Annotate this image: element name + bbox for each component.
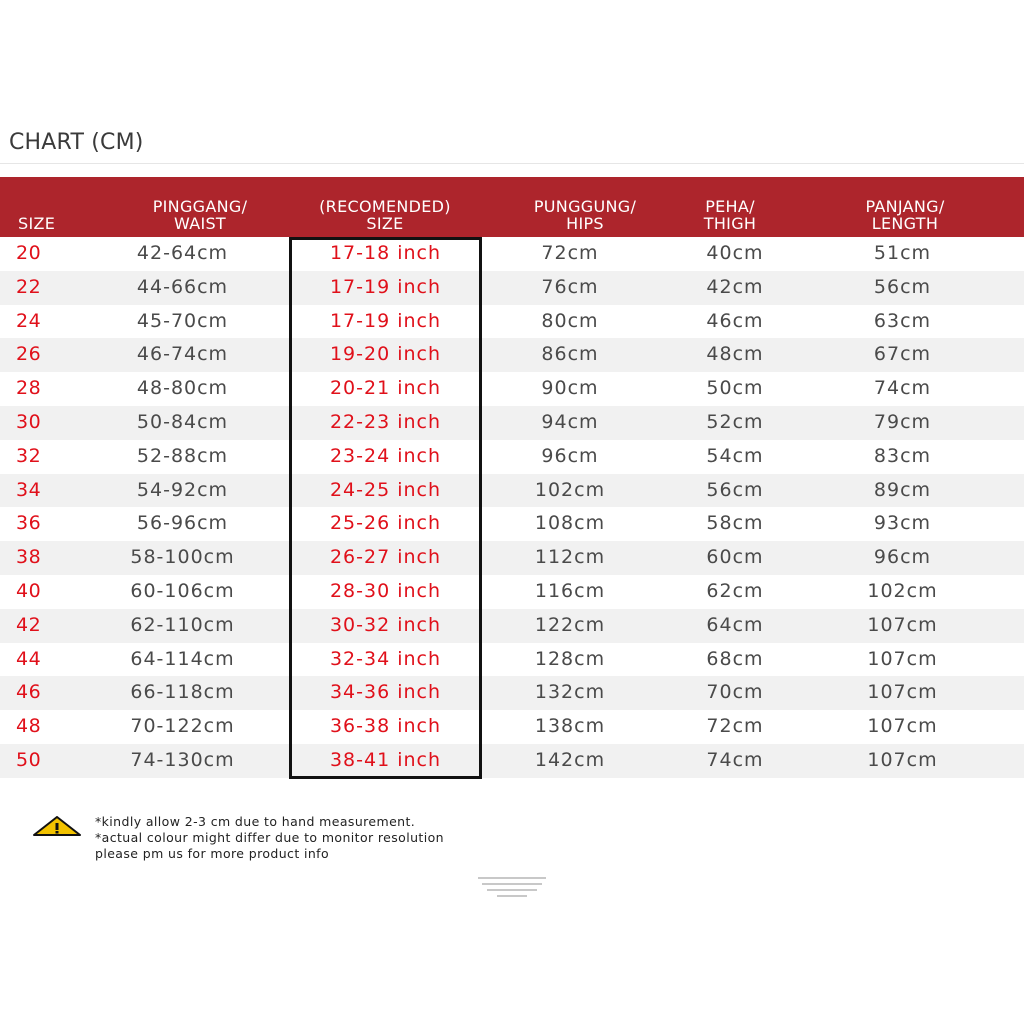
cell-hips: 112cm — [534, 546, 606, 569]
cell-rec: 32-34 inch — [329, 647, 442, 670]
header-recommended-size: (RECOMENDED) SIZE — [319, 197, 451, 233]
cell-size: 42 — [16, 613, 42, 636]
cell-length: 107cm — [867, 681, 938, 704]
cell-size: 36 — [16, 512, 42, 535]
cell-length: 79cm — [873, 410, 932, 433]
cell-thigh: 56cm — [706, 478, 764, 501]
cell-length: 63cm — [873, 309, 932, 332]
cell-thigh: 46cm — [706, 309, 764, 332]
cell-length: 93cm — [873, 512, 932, 535]
cell-length: 74cm — [873, 377, 932, 400]
cell-waist: 58-100cm — [130, 546, 235, 569]
cell-rec: 38-41 inch — [329, 748, 442, 771]
cell-rec: 19-20 inch — [329, 343, 442, 366]
cell-size: 20 — [16, 242, 42, 264]
note-line: *kindly allow 2-3 cm due to hand measurement. — [95, 814, 416, 829]
cell-size: 22 — [16, 275, 42, 298]
table-row — [0, 676, 1024, 710]
cell-rec: 26-27 inch — [329, 546, 442, 569]
cell-thigh: 52cm — [706, 410, 764, 433]
header-waist: PINGGANG/ WAIST — [152, 197, 248, 233]
cell-size: 46 — [16, 681, 42, 704]
cell-rec: 17-18 inch — [329, 242, 442, 264]
cell-rec: 17-19 inch — [329, 309, 442, 332]
header-length: PANJANG/ LENGTH — [865, 197, 945, 233]
cell-hips: 138cm — [534, 715, 606, 738]
table-row — [0, 237, 1024, 271]
size-table-body — [0, 237, 1024, 778]
cell-thigh: 74cm — [706, 748, 764, 771]
cell-hips: 128cm — [534, 647, 606, 670]
title-divider — [0, 163, 1024, 164]
cell-size: 40 — [16, 579, 42, 602]
cell-waist: 52-88cm — [136, 444, 229, 467]
cell-waist: 44-66cm — [136, 275, 229, 298]
cell-length: 67cm — [873, 343, 932, 366]
cell-waist: 46-74cm — [136, 343, 229, 366]
cell-length: 107cm — [867, 613, 938, 636]
table-row — [0, 643, 1024, 677]
cell-hips: 108cm — [534, 512, 606, 535]
warning-triangle-icon — [32, 816, 82, 836]
cell-thigh: 62cm — [706, 579, 764, 602]
cell-hips: 116cm — [534, 579, 606, 602]
cell-waist: 62-110cm — [130, 613, 235, 636]
cell-length: 56cm — [873, 275, 932, 298]
page-title: CHART (CM) — [9, 130, 144, 155]
cell-hips: 94cm — [541, 410, 599, 433]
cell-length: 96cm — [873, 546, 932, 569]
note-line: *actual colour might differ due to monitor resolution — [95, 830, 444, 845]
table-row — [0, 271, 1024, 305]
cell-waist: 48-80cm — [136, 377, 229, 400]
cell-thigh: 42cm — [706, 275, 764, 298]
cell-hips: 122cm — [534, 613, 606, 636]
cell-rec: 34-36 inch — [329, 681, 442, 704]
table-row — [0, 744, 1024, 778]
cell-waist: 74-130cm — [130, 748, 235, 771]
cell-rec: 30-32 inch — [329, 613, 442, 636]
cell-size: 24 — [16, 309, 42, 332]
table-row — [0, 305, 1024, 339]
table-row — [0, 474, 1024, 508]
cell-size: 38 — [16, 546, 42, 569]
cell-size: 26 — [16, 343, 42, 366]
cell-size: 28 — [16, 377, 42, 400]
cell-size: 34 — [16, 478, 42, 501]
cell-hips: 76cm — [541, 275, 599, 298]
cell-size: 32 — [16, 444, 42, 467]
cell-hips: 96cm — [541, 444, 599, 467]
cell-size: 48 — [16, 715, 42, 738]
cell-rec: 36-38 inch — [329, 715, 442, 738]
recommended-size-highlight — [289, 237, 482, 779]
notes — [95, 814, 444, 862]
cell-thigh: 70cm — [706, 681, 764, 704]
header-hips: PUNGGUNG/ HIPS — [533, 197, 637, 233]
cell-thigh: 72cm — [706, 715, 764, 738]
cell-rec: 22-23 inch — [329, 410, 442, 433]
cell-hips: 132cm — [534, 681, 606, 704]
cell-rec: 20-21 inch — [329, 377, 442, 400]
cell-length: 107cm — [867, 715, 938, 738]
cell-thigh: 68cm — [706, 647, 764, 670]
table-row — [0, 609, 1024, 643]
table-row — [0, 406, 1024, 440]
table-row — [0, 507, 1024, 541]
cell-thigh: 54cm — [706, 444, 764, 467]
cell-hips: 90cm — [541, 377, 599, 400]
cell-size: 44 — [16, 647, 42, 670]
cell-thigh: 64cm — [706, 613, 764, 636]
cell-thigh: 40cm — [706, 242, 764, 264]
cell-thigh: 58cm — [706, 512, 764, 535]
cell-waist: 42-64cm — [136, 242, 229, 264]
cell-hips: 72cm — [541, 242, 599, 264]
cell-length: 89cm — [873, 478, 932, 501]
cell-waist: 50-84cm — [136, 410, 229, 433]
table-row — [0, 440, 1024, 474]
cell-rec: 24-25 inch — [329, 478, 442, 501]
table-header — [0, 177, 1024, 237]
cell-hips: 142cm — [534, 748, 606, 771]
cell-hips: 102cm — [534, 478, 606, 501]
header-thigh: PEHA/ THIGH — [703, 197, 757, 233]
note-line: please pm us for more product info — [95, 846, 330, 861]
cell-length: 107cm — [867, 647, 938, 670]
cell-length: 51cm — [873, 242, 932, 264]
header-size: SIZE — [18, 214, 56, 233]
cell-waist: 45-70cm — [136, 309, 229, 332]
cell-thigh: 50cm — [706, 377, 764, 400]
cell-waist: 66-118cm — [130, 681, 235, 704]
table-row — [0, 710, 1024, 744]
cell-thigh: 48cm — [706, 343, 764, 366]
cell-waist: 60-106cm — [130, 579, 235, 602]
table-row — [0, 372, 1024, 406]
table-row — [0, 338, 1024, 372]
cell-size: 50 — [16, 748, 42, 771]
cell-waist: 64-114cm — [130, 647, 235, 670]
cell-rec: 23-24 inch — [329, 444, 442, 467]
cell-waist: 70-122cm — [130, 715, 235, 738]
faint-watermark-lines — [478, 877, 546, 901]
cell-hips: 86cm — [541, 343, 599, 366]
table-row — [0, 575, 1024, 609]
cell-hips: 80cm — [541, 309, 599, 332]
cell-thigh: 60cm — [706, 546, 764, 569]
cell-length: 107cm — [867, 748, 938, 771]
cell-waist: 54-92cm — [136, 478, 229, 501]
table-row — [0, 541, 1024, 575]
cell-size: 30 — [16, 410, 42, 433]
cell-length: 102cm — [867, 579, 938, 602]
cell-length: 83cm — [873, 444, 932, 467]
cell-rec: 28-30 inch — [329, 579, 442, 602]
cell-rec: 17-19 inch — [329, 275, 442, 298]
cell-waist: 56-96cm — [136, 512, 229, 535]
cell-rec: 25-26 inch — [329, 512, 442, 535]
